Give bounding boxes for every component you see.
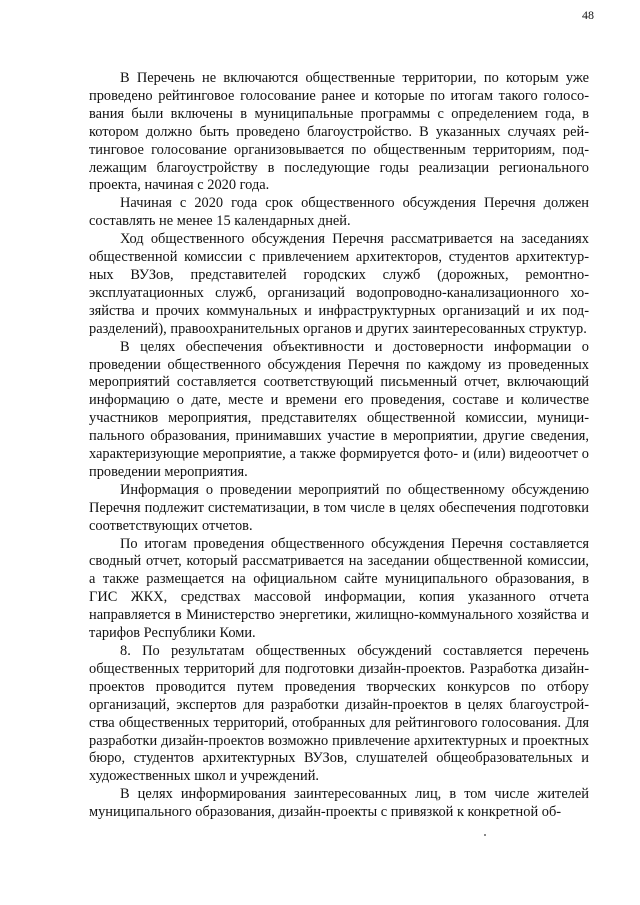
paragraph: В Перечень не включаются общественные территории, по которым уже проведено рейтинговое голосование ранее и которые по итогам такого голосования были включены в муниципальные программы с определением года, в котором должно быть проведено благоустройство. В указанных случаях рейтинговое голосование организовывается по общественным территориям, подлежащим благоустройству в последующие годы реализации регионального проекта, начиная с 2020 года.: [89, 70, 589, 194]
paragraph: По итогам проведения общественного обсуждения Перечня составляется сводный отчет, который рассматривается на заседании общественной комиссии, а также размещается на официальном сайте муниципального образования, в ГИС ЖКХ, средствах массовой информации, копия указанного отчета направляется в Министерство энергетики, жилищно-коммунального хозяйства и тарифов Республики Коми.: [89, 535, 589, 642]
document-body: [89, 70, 589, 822]
paragraph: Ход общественного обсуждения Перечня рассматривается на заседаниях общественной комиссии с привлечением архитекторов, студентов архитектурных ВУЗов, представителей городских служб (дорожных, ремонтно-эксплуатационных служб, организаций водопроводно-канализационного хозяйства и прочих коммунальных и инфраструктурных организаций и их подразделений), правоохранительных органов и других заинтересованных структур.: [89, 231, 589, 337]
paragraph: Начиная с 2020 года срок общественного обсуждения Перечня должен составлять не менее 15 календарных дней.: [89, 195, 589, 230]
scan-speck: [484, 834, 486, 836]
paragraph: Информация о проведении мероприятий по общественному обсуждению Перечня подлежит систематизации, в том числе в целях обеспечения подготовки соответствующих отчетов.: [89, 481, 589, 534]
paragraph: 8. По результатам общественных обсуждений составляется перечень общественных территорий для подготовки дизайн-проектов. Разработка дизайн-проектов проводится путем проведения творческих конкурсов по отбору организаций, экспертов для разработки дизайн-проектов в целях благоустройства общественных территорий, отобранных для рейтингового голосования. Для разработки дизайн-проектов возможно привлечение архитектурных и проектных бюро, студентов архитектурных ВУЗов, слушателей общеобразовательных и художественных школ и учреждений.: [89, 643, 589, 785]
paragraph: В целях информирования заинтересованных лиц, в том числе жителей муниципального образования, дизайн-проекты с привязкой к конкретной об-: [89, 786, 589, 821]
page-number: 48: [582, 8, 594, 22]
paragraph: В целях обеспечения объективности и достоверности информации о проведении общественного обсуждения Перечня по каждому из проведенных мероприятий составляется соответствующий письменный отчет, включающий информацию о дате, месте и времени его проведения, составе и количестве участников мероприятия, представителях общественной комиссии, муниципального образования, принимавших участие в мероприятии, другие сведения, характеризующие мероприятие, а также формируется фото- и (или) видеоотчет о проведении мероприятия.: [89, 338, 589, 480]
